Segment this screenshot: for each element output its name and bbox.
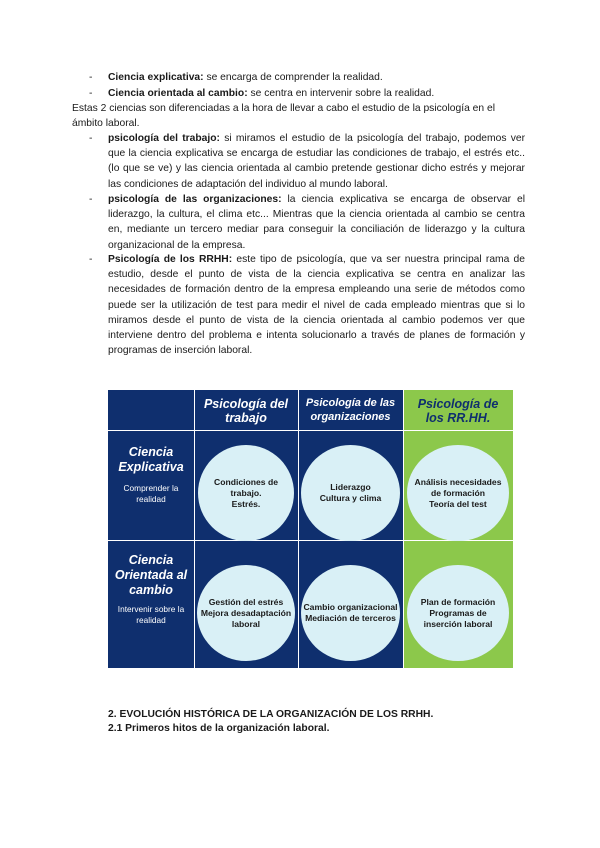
column-header-line: Psicología de	[417, 397, 499, 411]
cell-line: Cultura y clima	[319, 493, 382, 503]
cell-gestion-estres	[197, 565, 295, 661]
row-header-title: Ciencia	[128, 553, 174, 567]
bullet-text: si miramos el estudio de la psicología del trabajo, podemos ver que la ciencia explicativa se encarga de estudiar las condiciones de trabajo, el estrés etc.. (lo que se ve) y las ciencia orientada al cambio pretende gestionar dicho estrés y mejorar las condiciones de adaptación del individuo al mundo laboral.	[108, 133, 525, 190]
column-header-line: trabajo	[225, 411, 267, 425]
cell-line: Cambio organizacional	[303, 602, 398, 612]
bullet-text: este tipo de psicología, que va ser nuestra principal rama de estudio, desde el punto de vista de la ciencia explicativa se centra en analizar las necesidades de formación dentro de la empresa empleando una serie de métodos como puede ser la utilización de test para medir el nivel de cada empleado mientras que si lo miramos desde el punto de vista de la ciencia orientada al cambio podemos ver que interviene dentro del problema e intenta solucionarlo a través de planes de formación y programas de inserción laboral.	[108, 254, 525, 357]
psychology-matrix-figure	[108, 390, 513, 668]
divider	[194, 390, 195, 668]
bullet-ciencia-orientada	[89, 86, 525, 101]
bullet-text: se encarga de comprender la realidad.	[203, 72, 383, 83]
cell-line: Análisis necesidades	[414, 476, 502, 487]
row-header-title: Orientada al	[114, 568, 188, 582]
bullet-text: la ciencia explicativa se encarga de observar el liderazgo, la cultura, el clima etc... Mientras que la ciencia orientada al cambio se centra en, mediante un tercero mediar para conseguir la conciliación de liderazgo y la cultura organizacional de la empresa.	[108, 194, 525, 251]
bullet-term: psicología de las organizaciones:	[108, 194, 282, 205]
row-header-title: Ciencia	[128, 445, 174, 459]
row-header-subtitle-line: Comprender la	[123, 483, 179, 493]
cell-line: Gestión del estrés	[208, 596, 284, 607]
cell-cambio-organizacional	[301, 565, 400, 661]
cell-line: Estrés.	[231, 498, 261, 509]
cell-line: Condiciones de	[214, 476, 278, 487]
row-header-subtitle	[108, 604, 194, 626]
cell-analisis-necesidades	[407, 445, 509, 541]
bullet-term: Ciencia orientada al cambio:	[108, 88, 248, 99]
cell-line: Liderazgo	[330, 482, 371, 492]
divider	[403, 390, 404, 668]
column-header-line: Psicología de las	[305, 397, 396, 409]
column-header-line: Psicología del	[203, 397, 289, 411]
divider	[108, 430, 513, 431]
row-header-title: cambio	[129, 583, 173, 597]
bullet-dash: -	[89, 88, 93, 99]
row-header-subtitle-line: realidad	[136, 494, 166, 504]
cell-line: laboral	[231, 618, 261, 629]
intro-paragraph: Estas 2 ciencias son diferenciadas a la hora de llevar a cabo el estudio de la psicología en el ámbito laboral.	[72, 103, 496, 130]
row-header-orientada	[108, 553, 194, 626]
cell-line: Mejora desadaptación	[200, 607, 292, 618]
bullet-dash: -	[89, 254, 93, 265]
cell-line: de formación	[431, 487, 485, 498]
subsection-heading: 2.1 Primeros hitos de la organización laboral.	[108, 723, 330, 734]
cell-plan-formacion	[407, 565, 509, 661]
row-header-title: Explicativa	[118, 460, 184, 474]
row-header-explicativa	[108, 445, 194, 505]
bullet-text: se centra en intervenir sobre la realidad.	[247, 88, 435, 99]
divider	[298, 390, 299, 668]
bullet-psicologia-rrhh	[89, 252, 525, 358]
bullet-psicologia-organizaciones	[89, 192, 525, 253]
row-header-subtitle-line: Intervenir sobre la	[117, 604, 185, 614]
column-header-rrhh	[403, 397, 513, 425]
bullet-term: Ciencia explicativa:	[108, 72, 204, 83]
row-header-subtitle-line: realidad	[136, 615, 166, 625]
column-header-trabajo	[194, 397, 298, 425]
bullet-term: psicología del trabajo:	[108, 133, 220, 144]
cell-liderazgo-cultura	[301, 445, 400, 541]
cell-line: Programas de	[429, 607, 487, 618]
column-header-organizaciones	[298, 396, 403, 424]
cell-line: Teoría del test	[429, 498, 487, 509]
section-heading: 2. EVOLUCIÓN HISTÓRICA DE LA ORGANIZACIÓN DE LOS RRHH.	[108, 709, 434, 720]
column-header-line: los RR.HH.	[425, 411, 491, 425]
bullet-psicologia-trabajo	[89, 131, 525, 192]
cell-line: Plan de formación	[420, 596, 496, 607]
cell-line: Mediación de terceros	[305, 613, 396, 623]
row-header-subtitle	[108, 483, 194, 505]
bullet-dash: -	[89, 72, 93, 83]
bullet-dash: -	[89, 194, 93, 205]
cell-line: trabajo.	[230, 487, 262, 498]
bullet-ciencia-explicativa	[89, 70, 525, 85]
bullet-term: Psicología de los RRHH:	[108, 254, 233, 265]
bullet-dash: -	[89, 133, 93, 144]
cell-condiciones-trabajo	[198, 445, 294, 541]
column-header-line: organizaciones	[310, 411, 391, 423]
cell-line: inserción laboral	[423, 618, 493, 629]
